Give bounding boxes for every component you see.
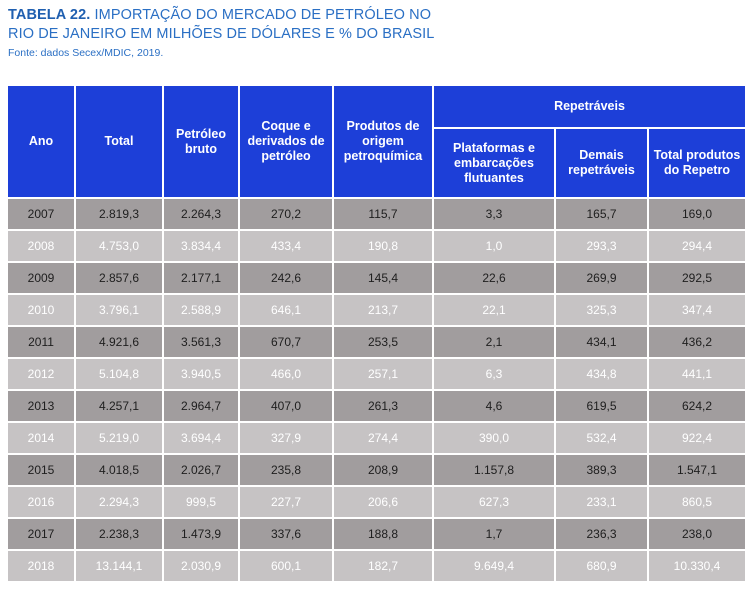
header-petroleo-bruto: Petróleo bruto (164, 86, 238, 197)
cell-demais-repetraveis: 619,5 (556, 391, 647, 421)
table-row (8, 327, 745, 357)
cell-plataformas: 390,0 (434, 423, 554, 453)
cell-total: 2.819,3 (76, 199, 162, 229)
cell-total-repetro: 441,1 (649, 359, 745, 389)
cell-total-repetro: 436,2 (649, 327, 745, 357)
table-row (8, 263, 745, 293)
cell-total-repetro: 10.330,4 (649, 551, 745, 581)
cell-ano: 2009 (8, 263, 74, 293)
cell-plataformas: 4,6 (434, 391, 554, 421)
header-repetraveis: Repetráveis (434, 86, 745, 127)
header-plataformas: Plataformas e embarcações flutuantes (434, 129, 554, 197)
cell-total-repetro: 292,5 (649, 263, 745, 293)
cell-coque: 270,2 (240, 199, 332, 229)
cell-total-repetro: 860,5 (649, 487, 745, 517)
cell-demais-repetraveis: 680,9 (556, 551, 647, 581)
table-number: TABELA 22. (8, 7, 91, 23)
header-total-repetro: Total produtos do Repetro (649, 129, 745, 197)
cell-ano: 2010 (8, 295, 74, 325)
header-ano: Ano (8, 86, 74, 197)
cell-produtos-petroquimica: 261,3 (334, 391, 432, 421)
cell-ano: 2016 (8, 487, 74, 517)
cell-produtos-petroquimica: 182,7 (334, 551, 432, 581)
cell-total: 4.921,6 (76, 327, 162, 357)
cell-coque: 670,7 (240, 327, 332, 357)
cell-coque: 327,9 (240, 423, 332, 453)
cell-total-repetro: 294,4 (649, 231, 745, 261)
cell-plataformas: 2,1 (434, 327, 554, 357)
cell-total: 2.238,3 (76, 519, 162, 549)
cell-produtos-petroquimica: 208,9 (334, 455, 432, 485)
import-table (6, 84, 747, 583)
table-row (8, 423, 745, 453)
cell-demais-repetraveis: 165,7 (556, 199, 647, 229)
cell-produtos-petroquimica: 115,7 (334, 199, 432, 229)
cell-produtos-petroquimica: 145,4 (334, 263, 432, 293)
cell-total-repetro: 238,0 (649, 519, 745, 549)
cell-ano: 2013 (8, 391, 74, 421)
table-row (8, 487, 745, 517)
cell-total-repetro: 922,4 (649, 423, 745, 453)
table-row (8, 391, 745, 421)
cell-petroleo-bruto: 3.561,3 (164, 327, 238, 357)
cell-demais-repetraveis: 233,1 (556, 487, 647, 517)
cell-petroleo-bruto: 2.588,9 (164, 295, 238, 325)
cell-petroleo-bruto: 3.940,5 (164, 359, 238, 389)
cell-total: 4.018,5 (76, 455, 162, 485)
table-row (8, 359, 745, 389)
table-title-line-1 (8, 6, 743, 25)
cell-petroleo-bruto: 1.473,9 (164, 519, 238, 549)
cell-produtos-petroquimica: 213,7 (334, 295, 432, 325)
table-row (8, 199, 745, 229)
cell-plataformas: 3,3 (434, 199, 554, 229)
cell-plataformas: 9.649,4 (434, 551, 554, 581)
cell-coque: 227,7 (240, 487, 332, 517)
cell-demais-repetraveis: 325,3 (556, 295, 647, 325)
cell-petroleo-bruto: 3.834,4 (164, 231, 238, 261)
cell-plataformas: 627,3 (434, 487, 554, 517)
cell-petroleo-bruto: 3.694,4 (164, 423, 238, 453)
cell-total: 4.257,1 (76, 391, 162, 421)
cell-produtos-petroquimica: 274,4 (334, 423, 432, 453)
cell-petroleo-bruto: 999,5 (164, 487, 238, 517)
cell-total: 3.796,1 (76, 295, 162, 325)
table-row (8, 455, 745, 485)
cell-ano: 2012 (8, 359, 74, 389)
cell-coque: 337,6 (240, 519, 332, 549)
cell-plataformas: 22,6 (434, 263, 554, 293)
cell-petroleo-bruto: 2.026,7 (164, 455, 238, 485)
cell-demais-repetraveis: 236,3 (556, 519, 647, 549)
cell-petroleo-bruto: 2.264,3 (164, 199, 238, 229)
cell-demais-repetraveis: 434,1 (556, 327, 647, 357)
cell-total: 5.104,8 (76, 359, 162, 389)
cell-coque: 646,1 (240, 295, 332, 325)
cell-plataformas: 1,7 (434, 519, 554, 549)
cell-produtos-petroquimica: 206,6 (334, 487, 432, 517)
header-produtos-petroquimica: Produtos de origem petroquímica (334, 86, 432, 197)
table-row (8, 231, 745, 261)
table-title-line-2: RIO DE JANEIRO EM MILHÕES DE DÓLARES E % DO BRASIL (8, 26, 435, 42)
cell-total-repetro: 169,0 (649, 199, 745, 229)
cell-demais-repetraveis: 434,8 (556, 359, 647, 389)
cell-plataformas: 1.157,8 (434, 455, 554, 485)
cell-plataformas: 22,1 (434, 295, 554, 325)
cell-produtos-petroquimica: 188,8 (334, 519, 432, 549)
cell-total-repetro: 1.547,1 (649, 455, 745, 485)
cell-produtos-petroquimica: 257,1 (334, 359, 432, 389)
cell-ano: 2018 (8, 551, 74, 581)
cell-total: 2.294,3 (76, 487, 162, 517)
cell-ano: 2014 (8, 423, 74, 453)
cell-produtos-petroquimica: 190,8 (334, 231, 432, 261)
cell-demais-repetraveis: 532,4 (556, 423, 647, 453)
table-body (8, 199, 745, 581)
cell-ano: 2017 (8, 519, 74, 549)
cell-total: 13.144,1 (76, 551, 162, 581)
cell-total-repetro: 347,4 (649, 295, 745, 325)
table-title-text: IMPORTAÇÃO DO MERCADO DE PETRÓLEO NO (94, 7, 432, 23)
cell-coque: 235,8 (240, 455, 332, 485)
cell-coque: 433,4 (240, 231, 332, 261)
cell-coque: 600,1 (240, 551, 332, 581)
cell-ano: 2007 (8, 199, 74, 229)
table-source: Fonte: dados Secex/MDIC, 2019. (8, 47, 164, 59)
cell-plataformas: 1,0 (434, 231, 554, 261)
table-row (8, 519, 745, 549)
cell-total: 4.753,0 (76, 231, 162, 261)
table-title-block (8, 6, 743, 59)
cell-ano: 2008 (8, 231, 74, 261)
table-header (8, 86, 745, 197)
cell-produtos-petroquimica: 253,5 (334, 327, 432, 357)
cell-coque: 407,0 (240, 391, 332, 421)
cell-plataformas: 6,3 (434, 359, 554, 389)
cell-demais-repetraveis: 293,3 (556, 231, 647, 261)
cell-total: 2.857,6 (76, 263, 162, 293)
cell-petroleo-bruto: 2.030,9 (164, 551, 238, 581)
table-row (8, 551, 745, 581)
cell-total-repetro: 624,2 (649, 391, 745, 421)
cell-ano: 2015 (8, 455, 74, 485)
header-demais-repetraveis: Demais repetráveis (556, 129, 647, 197)
cell-total: 5.219,0 (76, 423, 162, 453)
cell-petroleo-bruto: 2.964,7 (164, 391, 238, 421)
cell-petroleo-bruto: 2.177,1 (164, 263, 238, 293)
header-coque: Coque e derivados de petróleo (240, 86, 332, 197)
cell-coque: 466,0 (240, 359, 332, 389)
cell-demais-repetraveis: 389,3 (556, 455, 647, 485)
cell-demais-repetraveis: 269,9 (556, 263, 647, 293)
table-row (8, 295, 745, 325)
cell-coque: 242,6 (240, 263, 332, 293)
header-total: Total (76, 86, 162, 197)
cell-ano: 2011 (8, 327, 74, 357)
